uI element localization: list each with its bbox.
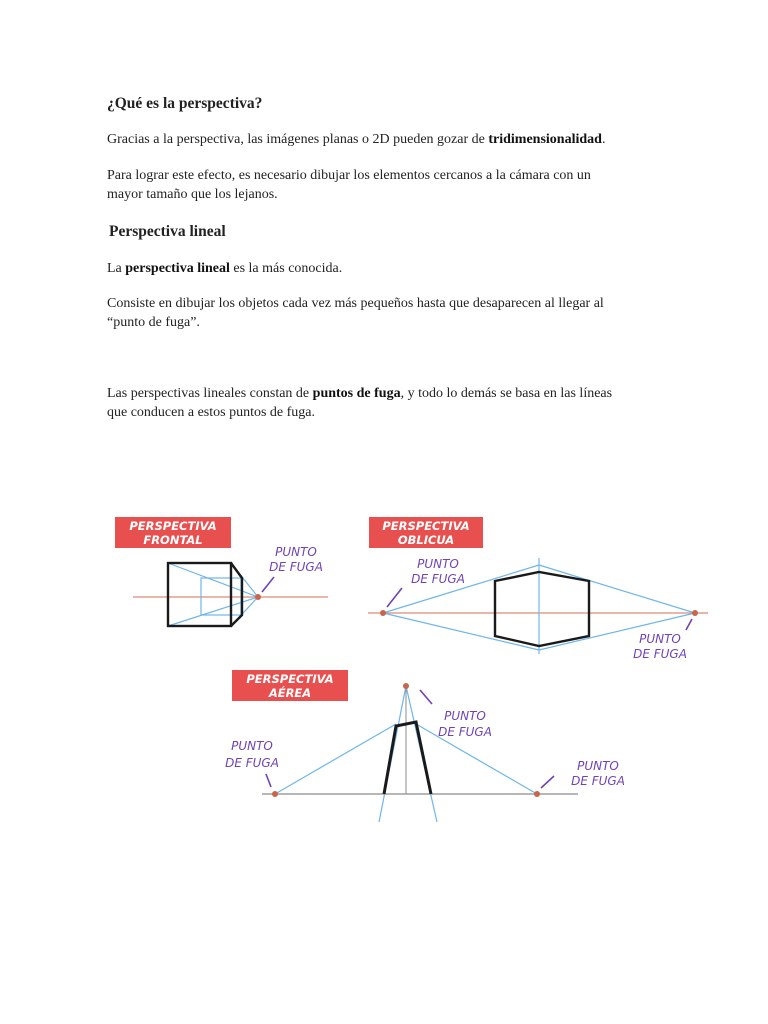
oblique-right-pointer — [686, 619, 692, 630]
frontal-pointer — [262, 577, 274, 592]
p4-line1: Consiste en dibujar los objetos cada vez más pequeños hasta que desaparecen al llegar al — [107, 296, 604, 311]
aerial-right-vanishing-point — [534, 791, 540, 797]
p1-text: Gracias a la perspectiva, las imágenes planas o 2D pueden gozar de — [107, 132, 489, 147]
oblique-perspective-group — [368, 517, 708, 661]
frontal-depth — [231, 563, 242, 626]
frontal-vp-label1: PUNTO — [275, 545, 317, 559]
aerial-right-vp-label1: PUNTO — [577, 759, 619, 773]
p3-text: La — [107, 261, 126, 276]
frontal-perspective-group — [115, 517, 328, 626]
p5-line2: que conducen a estos puntos de fuga. — [107, 405, 315, 420]
aerial-left-vp-label1: PUNTO — [231, 739, 273, 753]
heading-perspectiva-lineal: Perspectiva lineal — [109, 223, 226, 240]
aerial-building — [384, 722, 431, 794]
aerial-top-pointer — [420, 690, 432, 704]
oblique-left-pointer — [387, 588, 402, 607]
oblique-box — [495, 572, 589, 646]
aerial-top-vp-label2: DE FUGA — [438, 725, 492, 739]
frontal-vp-label2: DE FUGA — [269, 560, 323, 574]
aerial-perspective-group — [225, 670, 625, 822]
p5-text: Las perspectivas lineales constan de — [107, 386, 313, 401]
p5-after: , y todo lo demás se basa en las líneas — [400, 386, 613, 401]
p1-after: . — [601, 132, 606, 147]
oblique-left-vp-label1: PUNTO — [417, 557, 459, 571]
oblique-right-vanishing-point — [692, 610, 698, 616]
frontal-square — [168, 563, 231, 626]
oblique-tag-line1: PERSPECTIVA — [382, 519, 470, 533]
p5-bold: puntos de fuga — [312, 386, 401, 401]
aerial-right-vp-label2: DE FUGA — [571, 774, 625, 788]
oblique-left-vanishing-point — [380, 610, 386, 616]
aerial-top-vanishing-point — [403, 683, 409, 689]
p2-line1: Para lograr este efecto, es necesario dibujar los elementos cercanos a la cámara con un — [107, 168, 591, 183]
aerial-right-pointer — [541, 776, 554, 788]
p2-line2: mayor tamaño que los lejanos. — [107, 187, 278, 202]
heading-que-es-la-perspectiva: ¿Qué es la perspectiva? — [107, 95, 263, 112]
p1-bold: tridimensionalidad — [488, 132, 602, 147]
oblique-tag-line2: OBLICUA — [397, 533, 455, 547]
aerial-left-vp-label2: DE FUGA — [225, 756, 279, 770]
aerial-left-pointer — [266, 774, 271, 787]
p3-bold: perspectiva lineal — [125, 261, 230, 276]
oblique-right-vp-label2: DE FUGA — [633, 647, 687, 661]
frontal-vanishing-point — [255, 594, 261, 600]
frontal-tag-line2: FRONTAL — [143, 533, 203, 547]
aerial-tag-line1: PERSPECTIVA — [246, 672, 334, 686]
oblique-right-vp-label1: PUNTO — [639, 632, 681, 646]
frontal-tag-line1: PERSPECTIVA — [129, 519, 217, 533]
aerial-tag-line2: AÉREA — [268, 686, 312, 700]
aerial-left-vanishing-point — [272, 791, 278, 797]
oblique-left-vp-label2: DE FUGA — [411, 572, 465, 586]
p3-after: es la más conocida. — [229, 261, 343, 276]
p4-line2: “punto de fuga”. — [107, 315, 200, 330]
frontal-guides — [168, 563, 258, 626]
aerial-top-vp-label1: PUNTO — [444, 709, 486, 723]
